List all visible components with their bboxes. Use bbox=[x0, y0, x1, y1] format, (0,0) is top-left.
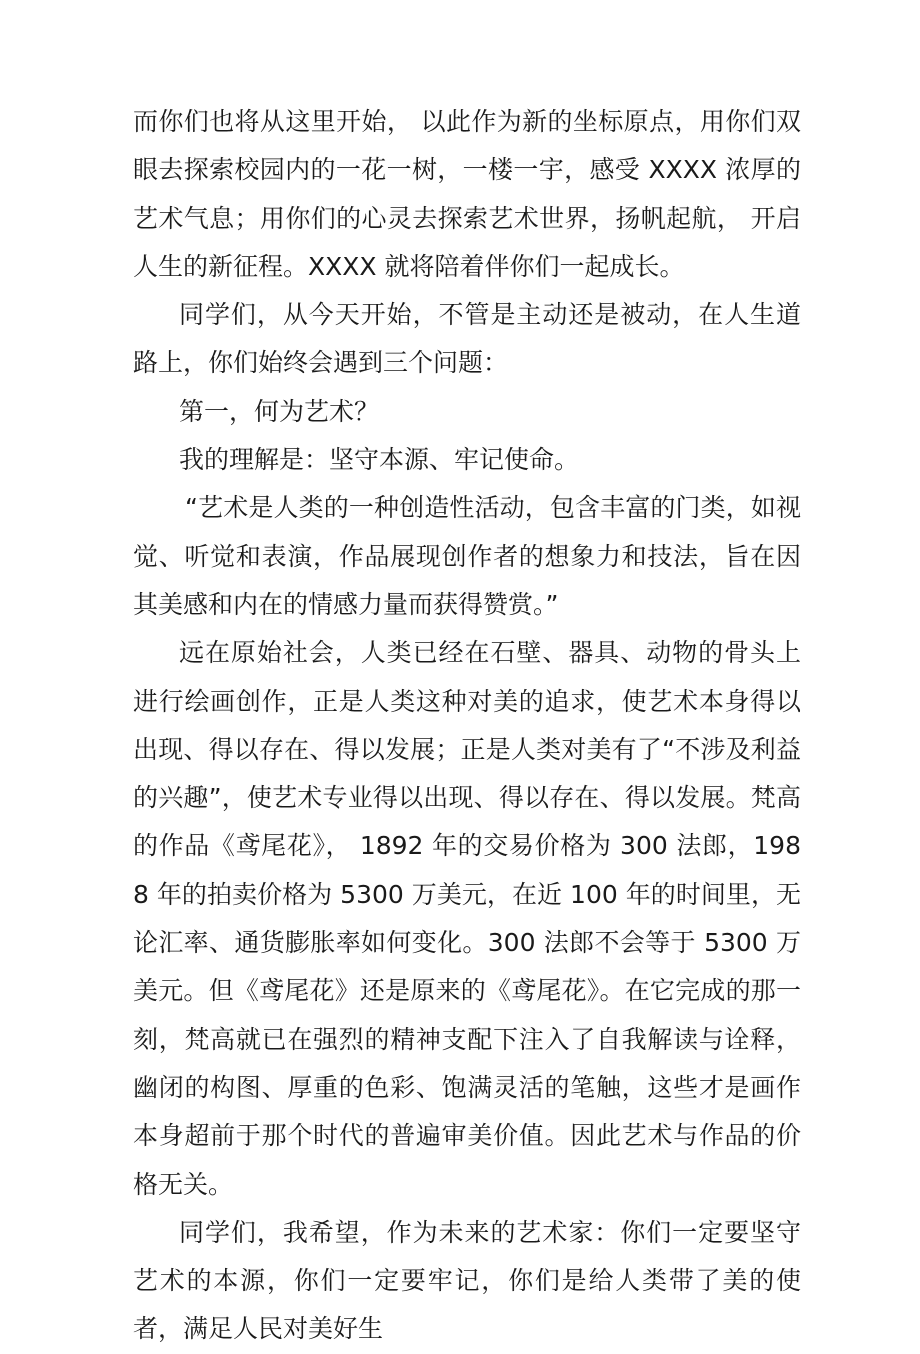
paragraph-continuation: 而你们也将从这里开始， 以此作为新的坐标原点，用你们双眼去探索校园内的一花一树，一楼一宇，感受 XXXX 浓厚的艺术气息；用你们的心灵去探索艺术世界，扬帆起航， 开启人生的新征程。XXXX 就将陪着伴你们一起成长。 bbox=[133, 107, 801, 281]
paragraph-three-questions: 同学们，从今天开始，不管是主动还是被动，在人生道路上，你们始终会遇到三个问题： bbox=[133, 300, 801, 378]
paragraph-art-definition-quote: “艺术是人类的一种创造性活动，包含丰富的门类，如视觉、听觉和表演，作品展现创作者的想象力和技法，旨在因其美感和内在的情感力量而获得赞赏。” bbox=[133, 493, 801, 619]
paragraph-first-question: 第一，何为艺术？ bbox=[179, 396, 380, 426]
document-body bbox=[133, 98, 801, 1354]
paragraph-primitive-society: 远在原始社会，人类已经在石壁、器具、动物的骨头上进行绘画创作，正是人类这种对美的追求，使艺术本身得以出现、得以存在、得以发展；正是人类对美有了“不涉及利益的兴趣”，使艺术专业得以出现、得以存在、得以发展。梵高的作品《鸢尾花》， 1892 年的交易价格为 300 法郎，1988 年的拍卖价格为 5300 万美元，在近 100 年的时间里，无论汇率、通货膨胀率如何变化。300 法郎不会等于 5300 万美元。但《鸢尾花》还是原来的《鸢尾花》。在它完成的那一刻，梵高就已在强烈的精神支配下注入了自我解读与诠释，幽闭的构图、厚重的色彩、饱满灵活的笔触，这些才是画作本身超前于那个时代的普遍审美价值。因此艺术与作品的价格无关。 bbox=[133, 638, 801, 1199]
paragraph-understanding: 我的理解是：坚守本源、牢记使命。 bbox=[179, 445, 580, 475]
paragraph-hope: 同学们，我希望，作为未来的艺术家：你们一定要坚守艺术的本源，你们一定要牢记，你们是给人类带了美的使者，满足人民对美好生 bbox=[133, 1217, 801, 1344]
